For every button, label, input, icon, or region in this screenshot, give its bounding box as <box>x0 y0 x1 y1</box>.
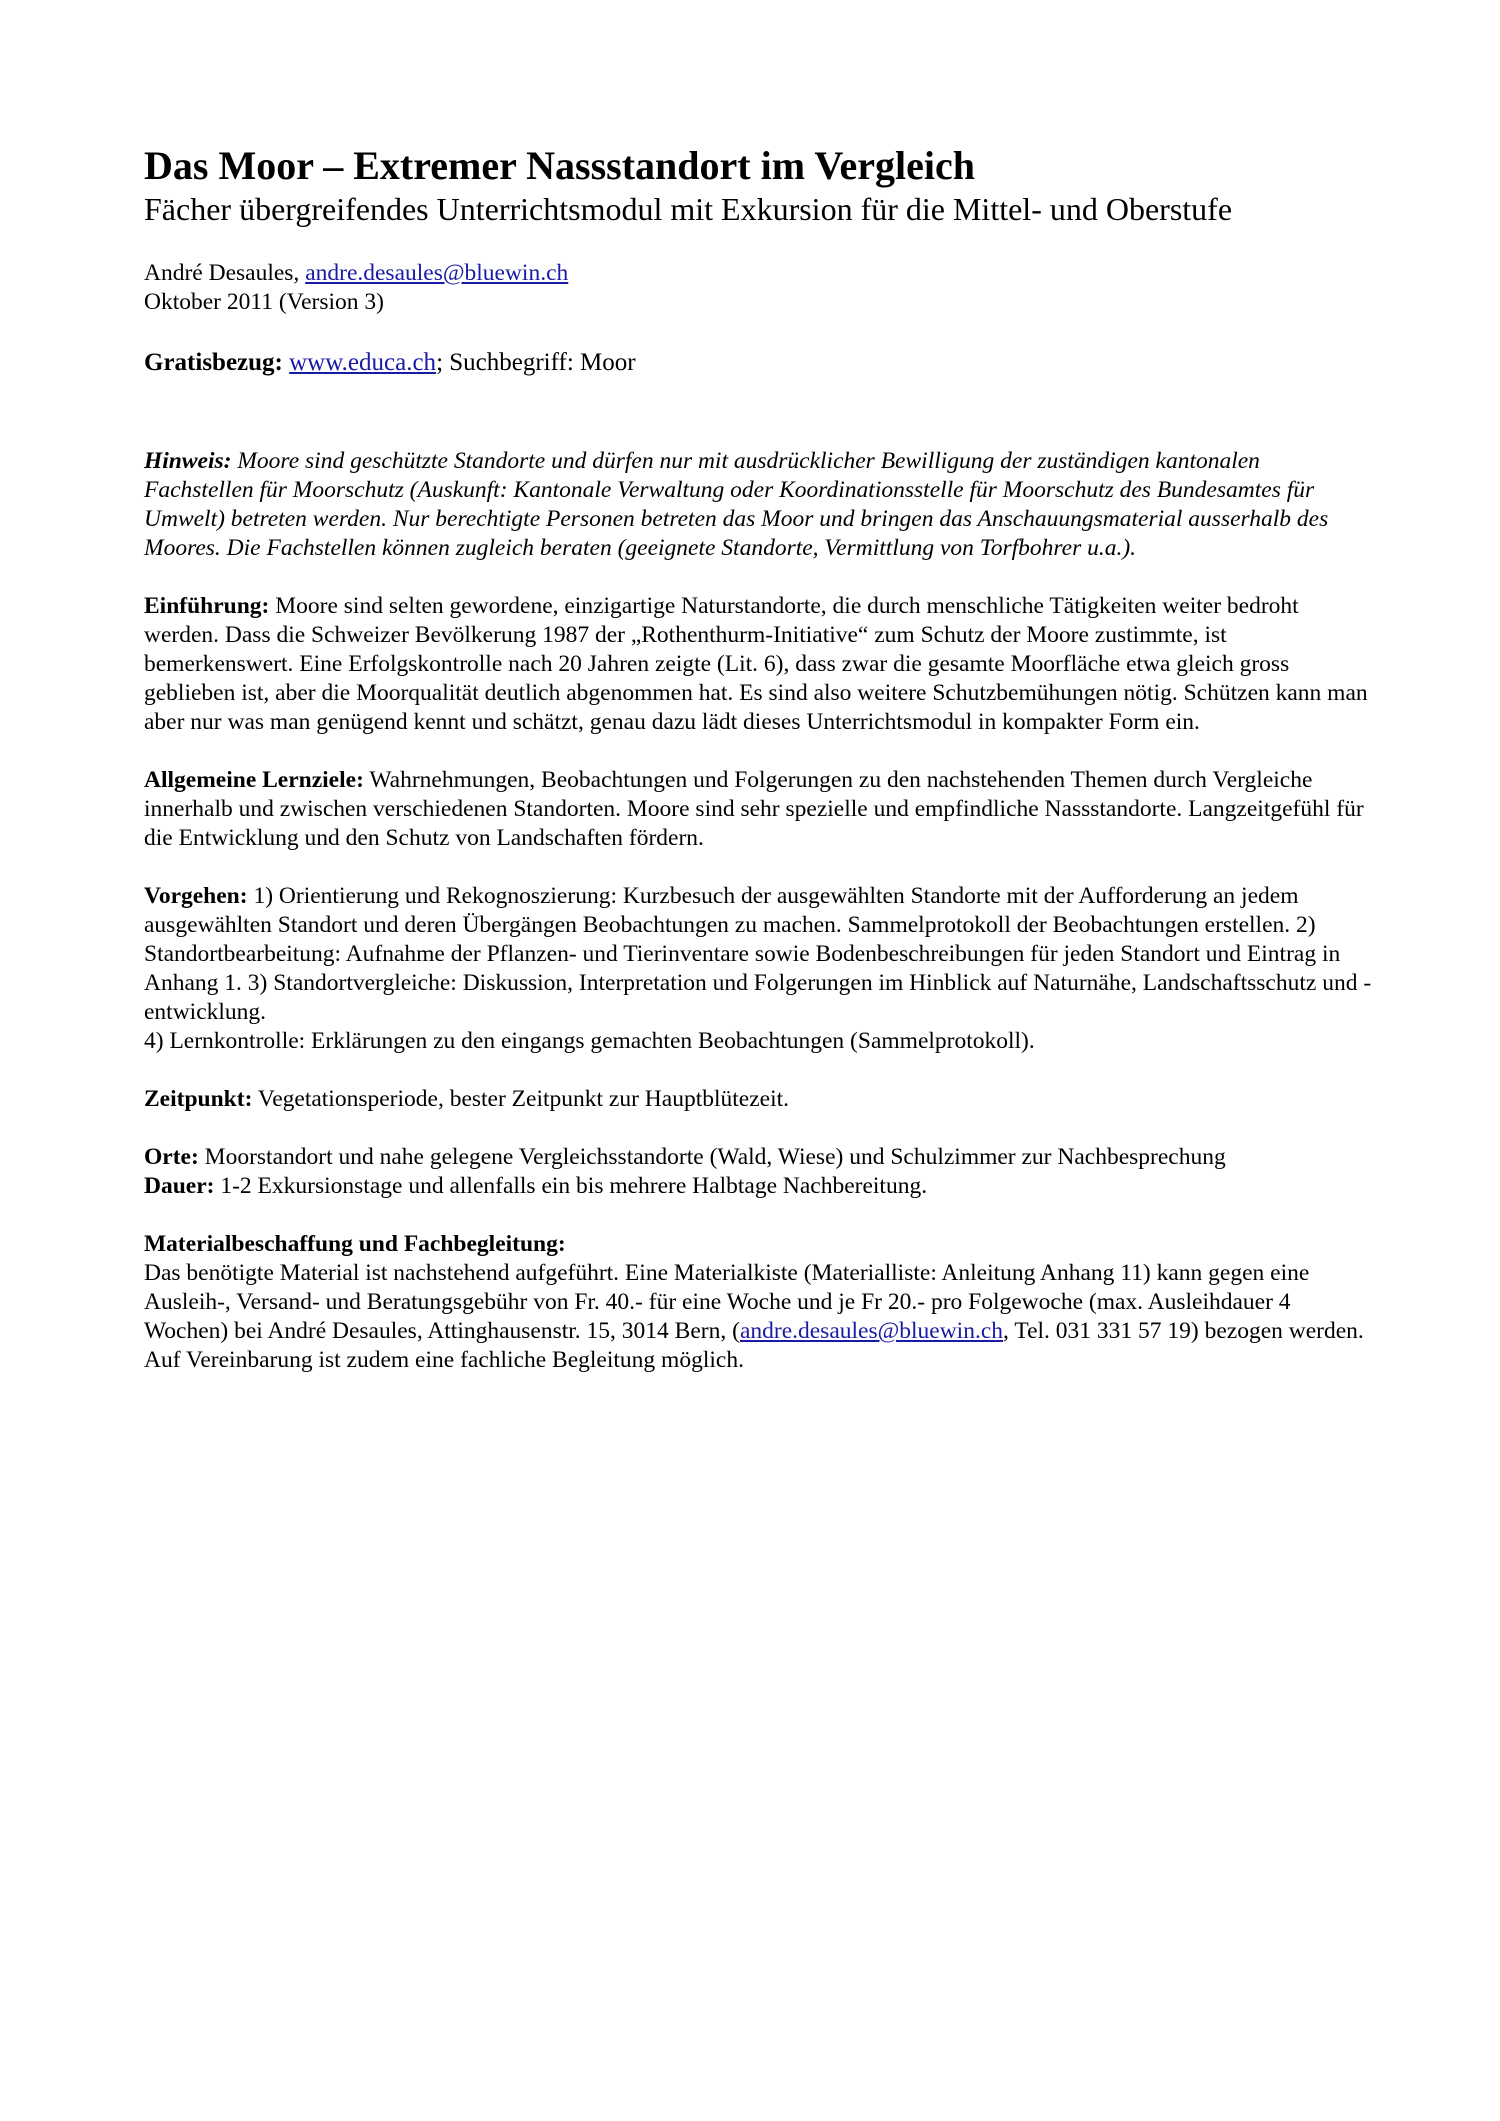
lernziele-text: Wahrnehmungen, Beobachtungen und Folgerungen zu den nachstehenden Themen durch Vergleiche innerhalb und zwischen verschiedenen Standorten. Moore sind sehr spezielle und empfindliche Nassstandorte. Langzeitgefühl für die Entwicklung und den Schutz von Landschaften fördern. <box>144 767 1364 851</box>
document-title: Das Moor – Extremer Nassstandort im Vergleich <box>144 143 976 188</box>
zeitpunkt-label: Zeitpunkt: <box>144 1086 253 1112</box>
vorgehen-paragraph-2: 4) Lernkontrolle: Erklärungen zu den eingangs gemachten Beobachtungen (Sammelprotokoll). <box>144 1028 1035 1054</box>
einfuehrung-text: Moore sind selten gewordene, einzigartige Naturstandorte, die durch menschliche Tätigkeiten weiter bedroht werden. Dass die Schweizer Bevölkerung 1987 der „Rothenthurm-Initiative“ zum Schutz der Moore zustimmte, ist bemerkenswert. Eine Erfolgskontrolle nach 20 Jahren zeigte (Lit. 6), dass zwar die gesamte Moorfläche etwa gleich gross geblieben ist, aber die Moorqualität deutlich abgenommen hat. Es sind also weitere Schutzbemühungen nötig. Schützen kann man aber nur was man genügend kennt und schätzt, genau dazu lädt dieses Unterrichtsmodul in kompakter Form ein. <box>144 593 1368 735</box>
zeitpunkt-paragraph <box>144 1085 1374 1114</box>
zeitpunkt-text: Vegetationsperiode, bester Zeitpunkt zur Hauptblütezeit. <box>252 1086 790 1112</box>
gratis-line <box>144 348 1374 377</box>
orte-label: Orte: <box>144 1144 199 1170</box>
vorgehen-text: 1) Orientierung und Rekognoszierung: Kurzbesuch der ausgewählten Standorte mit der Aufforderung an jedem ausgewählten Standort und deren Übergängen Beobachtungen zu machen. Sammelprotokoll der Beobachtungen erstellen. 2) Standortbearbeitung: Aufnahme der Pflanzen- und Tierinventare sowie Bodenbeschreibungen für jeden Standort und Eintrag in Anhang 1. 3) Standortvergleiche: Diskussion, Interpretation und Folgerungen im Hinblick auf Naturnähe, Landschaftsschutz und -entwicklung. <box>144 883 1372 1025</box>
dauer-label: Dauer: <box>144 1173 215 1199</box>
orte-text: Moorstandort und nahe gelegene Vergleichsstandorte (Wald, Wiese) und Schulzimmer zur Nachbesprechung <box>198 1144 1226 1170</box>
einfuehrung-paragraph <box>144 592 1374 737</box>
material-label: Materialbeschaffung und Fachbegleitung: <box>144 1231 566 1257</box>
material-text-after: , Tel. 031 331 57 19) bezogen werden. Auf Vereinbarung ist zudem eine fachliche Begleitung möglich. <box>144 1318 1364 1373</box>
einfuehrung-label: Einführung: <box>144 593 270 619</box>
material-paragraph <box>144 1259 1374 1375</box>
material-text-before: Das benötigte Material ist nachstehend aufgeführt. Eine Materialkiste (Materialliste: Anleitung Anhang 11) kann gegen eine Ausleih-, Versand- und Beratungsgebühr von Fr. 40.- für eine Woche und je Fr 20.- pro Folgewoche (max. Ausleihdauer 4 Wochen) bei André Desaules, Attinghausenstr. 15, 3014 Bern, ( <box>144 1260 1310 1344</box>
orte-paragraph <box>144 1143 1374 1172</box>
dauer-paragraph <box>144 1172 1374 1201</box>
material-email-link[interactable]: andre.desaules@bluewin.ch <box>739 1318 1004 1344</box>
gratis-rest: ; Suchbegriff: Moor <box>436 349 636 376</box>
author-line <box>144 259 1374 288</box>
vorgehen-label: Vorgehen: <box>144 883 248 909</box>
author-name: André Desaules, <box>144 260 306 286</box>
hinweis-text: Moore sind geschützte Standorte und dürfen nur mit ausdrücklicher Bewilligung der zuständigen kantonalen Fachstellen für Moorschutz (Auskunft: Kantonale Verwaltung oder Koordinationsstelle für Moorschutz des Bundesamtes für Umwelt) betreten werden. Nur berechtigte Personen betreten das Moor und bringen das Anschauungsmaterial ausserhalb des Moores. Die Fachstellen können zugleich beraten (geeignete Standorte, Vermittlung von Torfbohrer u.a.). <box>144 448 1329 561</box>
hinweis-paragraph <box>144 447 1374 563</box>
material-heading <box>144 1230 1374 1259</box>
educa-link[interactable]: www.educa.ch <box>289 349 437 376</box>
document-subtitle: Fächer übergreifendes Unterrichtsmodul mit Exkursion für die Mittel- und Oberstufe <box>144 191 1233 227</box>
vorgehen-paragraph <box>144 882 1374 1027</box>
hinweis-label: Hinweis: <box>144 448 232 474</box>
lernziele-paragraph <box>144 766 1374 853</box>
author-email-link[interactable]: andre.desaules@bluewin.ch <box>305 260 569 286</box>
gratis-label: Gratisbezug: <box>144 349 283 376</box>
dauer-text: 1-2 Exkursionstage und allenfalls ein bis mehrere Halbtage Nachbereitung. <box>214 1173 928 1199</box>
lernziele-label: Allgemeine Lernziele: <box>144 767 364 793</box>
date-line: Oktober 2011 (Version 3) <box>144 289 384 315</box>
document-content <box>144 142 1374 1375</box>
